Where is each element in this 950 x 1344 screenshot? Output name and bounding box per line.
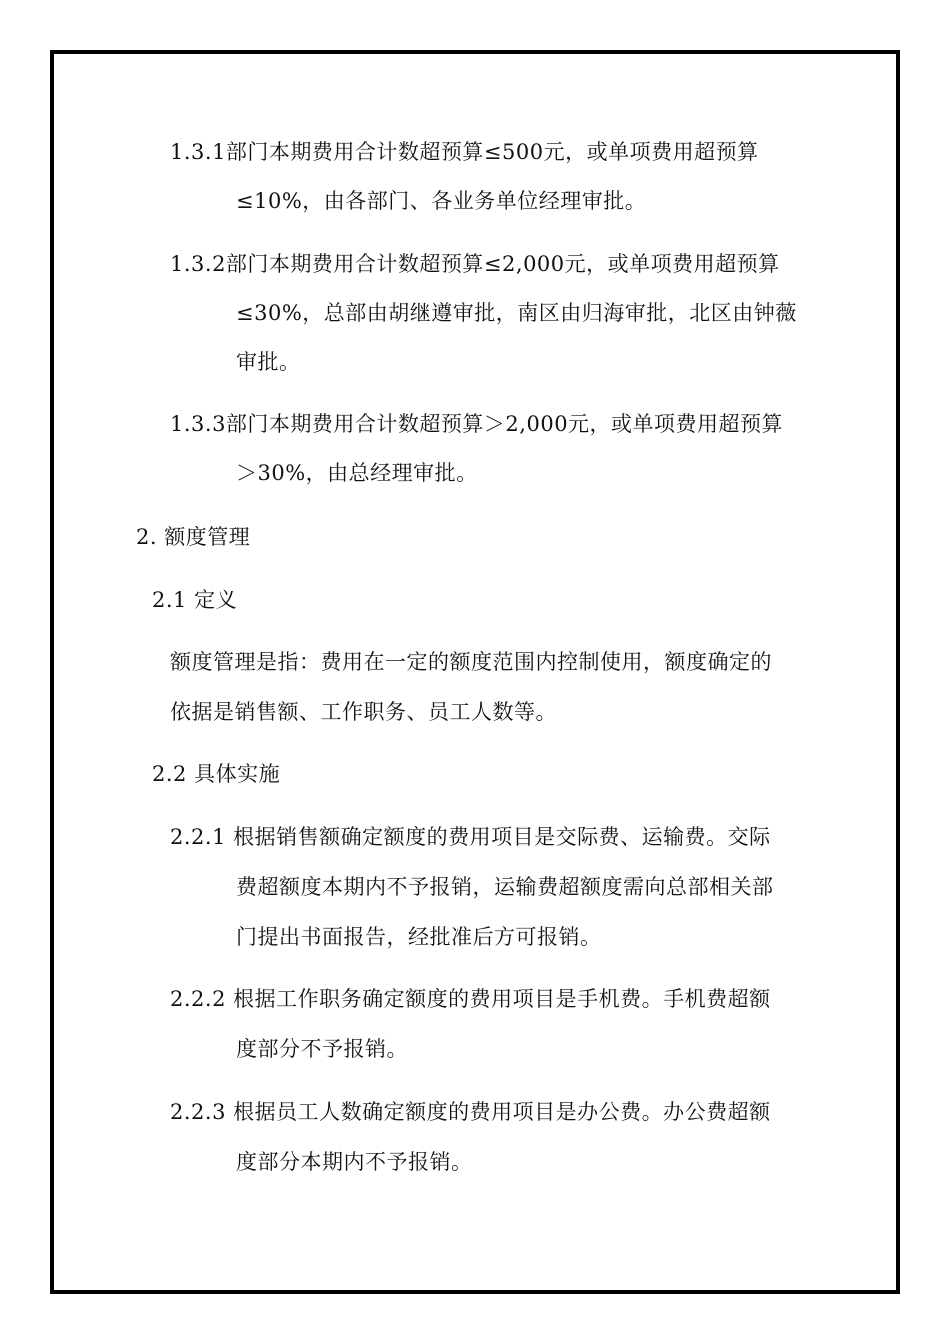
definition-line-2: 依据是销售额、工作职务、员工人数等。 [170,700,557,724]
clause-2-2-1-line-3: 门提出书面报告，经批准后方可报销。 [236,925,602,949]
clause-2-2-2-line-1: 2.2.2 根据工作职务确定额度的费用项目是手机费。手机费超额 [170,987,771,1011]
section-heading-2: 2. 额度管理 [136,525,251,549]
clause-2-2-1-line-1: 2.2.1 根据销售额确定额度的费用项目是交际费、运输费。交际 [170,825,771,849]
clause-1-3-1-line-2: ≤10%，由各部门、各业务单位经理审批。 [236,189,647,213]
clause-1-3-2-line-1: 1.3.2部门本期费用合计数超预算≤2,000元，或单项费用超预算 [170,252,780,276]
clause-1-3-2-line-2: ≤30%，总部由胡继遵审批，南区由归海审批，北区由钟薇 [236,301,797,325]
definition-line-1: 额度管理是指：费用在一定的额度范围内控制使用，额度确定的 [170,650,772,674]
clause-2-2-1-line-2: 费超额度本期内不予报销，运输费超额度需向总部相关部 [236,875,774,899]
clause-1-3-3-line-2: ＞30%，由总经理审批。 [236,461,478,485]
subsection-heading-2-1: 2.1 定义 [152,588,238,612]
clause-2-2-2-line-2: 度部分不予报销。 [236,1037,408,1061]
clause-1-3-3-line-1: 1.3.3部门本期费用合计数超预算＞2,000元，或单项费用超预算 [170,412,784,436]
clause-2-2-3-line-1: 2.2.3 根据员工人数确定额度的费用项目是办公费。办公费超额 [170,1100,771,1124]
clause-1-3-2-line-3: 审批。 [236,350,301,374]
subsection-heading-2-2: 2.2 具体实施 [152,762,281,786]
clause-2-2-3-line-2: 度部分本期内不予报销。 [236,1150,473,1174]
clause-1-3-1-line-1: 1.3.1部门本期费用合计数超预算≤500元，或单项费用超预算 [170,140,759,164]
